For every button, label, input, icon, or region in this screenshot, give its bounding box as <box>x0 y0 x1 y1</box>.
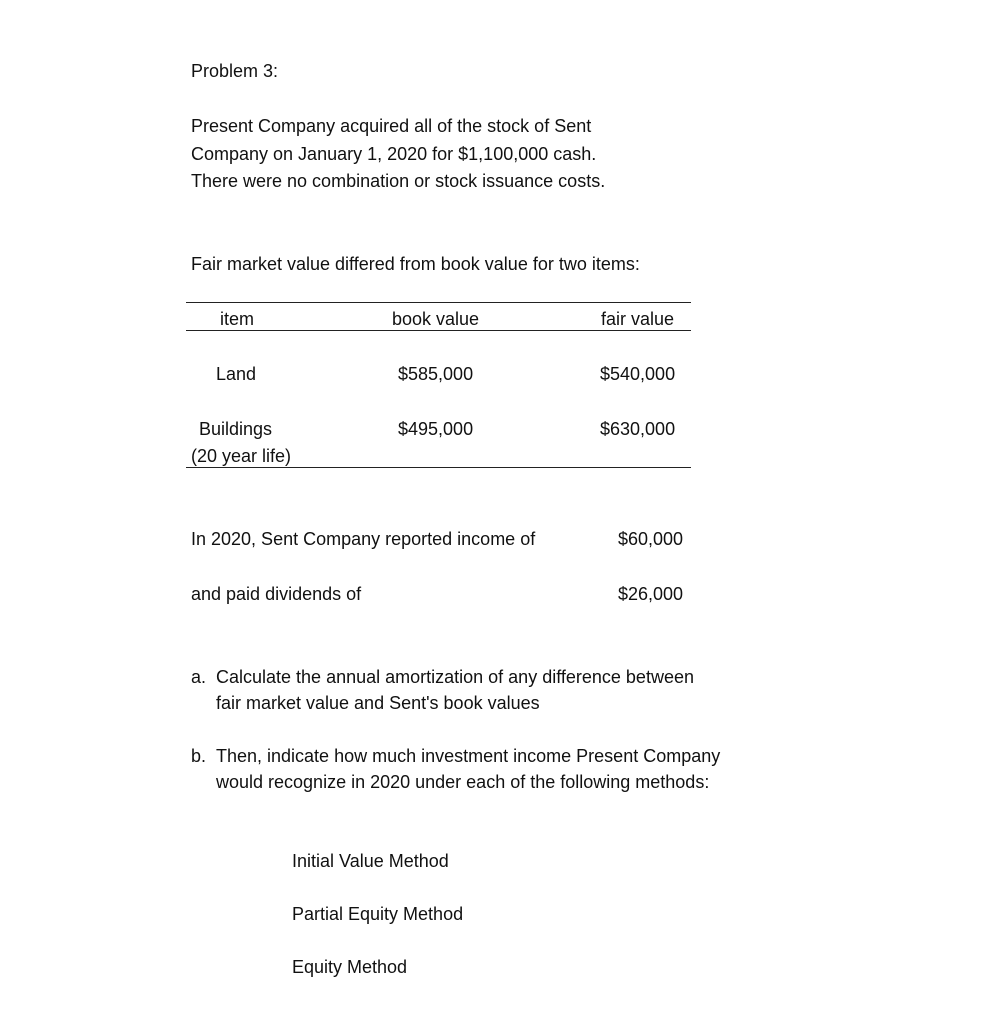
income-value: $60,000 <box>618 529 684 549</box>
dividends-value: $26,000 <box>618 584 684 604</box>
question-a-marker: a. <box>191 667 207 687</box>
row-book-value: $585,000 <box>398 364 474 384</box>
problem-title: Problem 3: <box>191 61 279 81</box>
row-item-note: (20 year life) <box>191 446 292 466</box>
row-book-value: $495,000 <box>398 419 474 439</box>
row-item-land: Land <box>216 364 257 384</box>
table-header-item: item <box>220 309 255 329</box>
table-header-book-value: book value <box>392 309 480 329</box>
table-header-rule <box>186 330 691 331</box>
table-top-rule <box>186 302 691 303</box>
method-equity: Equity Method <box>292 957 408 977</box>
row-item-buildings: Buildings <box>199 419 273 439</box>
question-a-line2: fair market value and Sent's book values <box>216 693 540 713</box>
question-b-marker: b. <box>191 746 207 766</box>
method-partial-equity: Partial Equity Method <box>292 904 464 924</box>
table-bottom-rule <box>186 467 691 468</box>
fmv-statement: Fair market value differed from book value for two items: <box>191 254 640 274</box>
row-fair-value: $540,000 <box>600 364 676 384</box>
question-b-line2: would recognize in 2020 under each of the following methods: <box>216 772 710 792</box>
income-label: In 2020, Sent Company reported income of <box>191 529 536 549</box>
dividends-label: and paid dividends of <box>191 584 362 604</box>
method-initial-value: Initial Value Method <box>292 851 449 871</box>
table-header-fair-value: fair value <box>601 309 675 329</box>
question-a-line1: Calculate the annual amortization of any difference between <box>216 667 694 687</box>
question-b-line1: Then, indicate how much investment income Present Company <box>216 746 721 766</box>
row-fair-value: $630,000 <box>600 419 676 439</box>
intro-paragraph: Present Company acquired all of the stock of Sent Company on January 1, 2020 for $1,100,000 cash. There were no combination or stock issuance costs. <box>191 116 606 191</box>
